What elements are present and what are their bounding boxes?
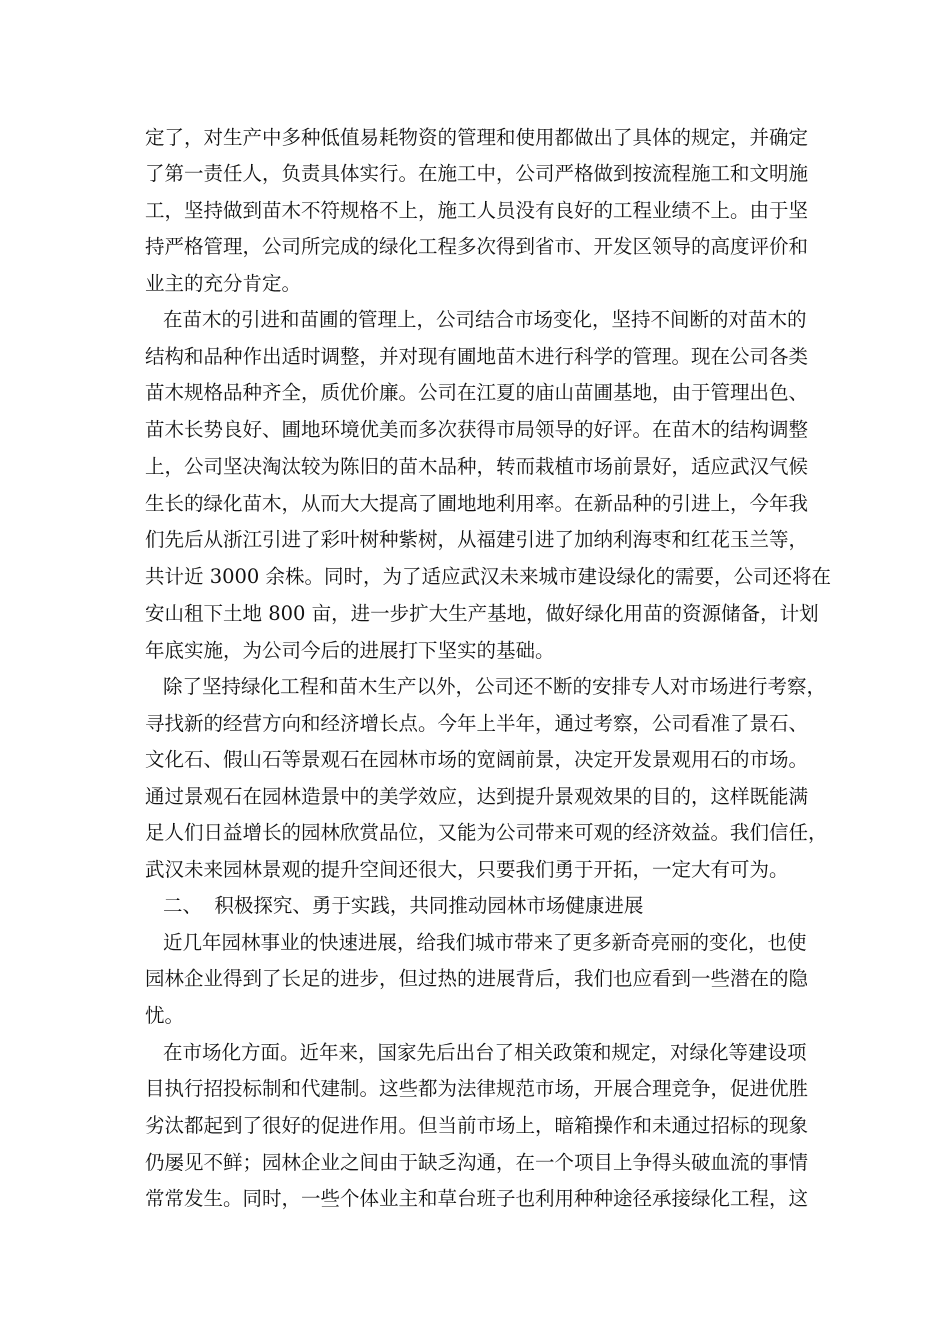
text-line: 足人们日益增长的园林欣赏品位，又能为公司带来可观的经济效益。我们信任，	[145, 821, 828, 844]
paragraph-first-line: 在苗木的引进和苗圃的管理上，公司结合市场变化，坚持不间断的对苗木的	[163, 308, 807, 331]
text-line: 寻找新的经营方向和经济增长点。今年上半年，通过考察，公司看准了景石、	[145, 712, 809, 735]
section-heading: 二、 积极探究、勇于实践，共同推动园林市场健康进展	[163, 894, 644, 917]
text-line: 上，公司坚决淘汰较为陈旧的苗木品种，转而栽植市场前景好，适应武汉气候	[145, 455, 809, 478]
text-line: 通过景观石在园林造景中的美学效应，达到提升景观效果的目的，这样既能满	[145, 785, 809, 808]
text-line: 武汉未来园林景观的提升空间还很大，只要我们勇于开拓，一定大有可为。	[145, 858, 789, 881]
text-line: 共计近 3000 余株。同时，为了适应武汉未来城市建设绿化的需要，公司还将在	[145, 565, 832, 588]
text-line: 忧。	[145, 1004, 185, 1027]
text-line: 持严格管理，公司所完成的绿化工程多次得到省市、开发区领导的高度评价和	[145, 235, 809, 258]
text-line: 生长的绿化苗木，从而大大提高了圃地地利用率。在新品种的引进上，今年我	[145, 492, 809, 515]
text-line: 们先后从浙江引进了彩叶树种紫树，从福建引进了加纳利海枣和红花玉兰等，	[145, 528, 809, 551]
text-line: 年底实施，为公司今后的进展打下坚实的基础。	[145, 639, 555, 662]
text-line: 劣汰都起到了很好的促进作用。但当前市场上，暗箱操作和未通过招标的现象	[145, 1114, 809, 1137]
text-line: 园林企业得到了长足的进步，但过热的进展背后，我们也应看到一些潜在的隐	[145, 967, 809, 990]
paragraph-first-line: 在市场化方面。近年来，国家先后出台了相关政策和规定，对绿化等建设项	[163, 1041, 807, 1064]
text-line: 结构和品种作出适时调整，并对现有圃地苗木进行科学的管理。现在公司各类	[145, 345, 809, 368]
text-line: 目执行招投标制和代建制。这些都为法律规范市场，开展合理竞争，促进优胜	[145, 1077, 809, 1100]
text-line: 常常发生。同时，一些个体业主和草台班子也利用种种途径承接绿化工程，这	[145, 1187, 809, 1210]
paragraph-first-line: 除了坚持绿化工程和苗木生产以外，公司还不断的安排专人对市场进行考察，	[163, 675, 827, 698]
text-line: 仍屡见不鲜；园林企业之间由于缺乏沟通，在一个项目上争得头破血流的事情	[145, 1151, 809, 1174]
text-line: 苗木规格品种齐全，质优价廉。公司在江夏的庙山苗圃基地，由于管理出色、	[145, 381, 809, 404]
text-line: 安山租下土地 800 亩，进一步扩大生产基地，做好绿化用苗的资源储备，计划	[145, 602, 819, 625]
text-line: 业主的充分肯定。	[145, 272, 302, 295]
text-line: 文化石、假山石等景观石在园林市场的宽阔前景，决定开发景观用石的市场。	[145, 748, 809, 771]
text-line: 工，坚持做到苗木不符规格不上，施工人员没有良好的工程业绩不上。由于坚	[145, 199, 809, 222]
paragraph-first-line: 近几年园林事业的快速进展，给我们城市带来了更多新奇亮丽的变化，也使	[163, 931, 807, 954]
text-line: 了第一责任人，负责具体实行。在施工中，公司严格做到按流程施工和文明施	[145, 162, 809, 185]
text-line: 苗木长势良好、圃地环境优美而多次获得市局领导的好评。在苗木的结构调整	[145, 418, 809, 441]
text-line: 定了，对生产中多种低值易耗物资的管理和使用都做出了具体的规定，并确定	[145, 126, 809, 149]
